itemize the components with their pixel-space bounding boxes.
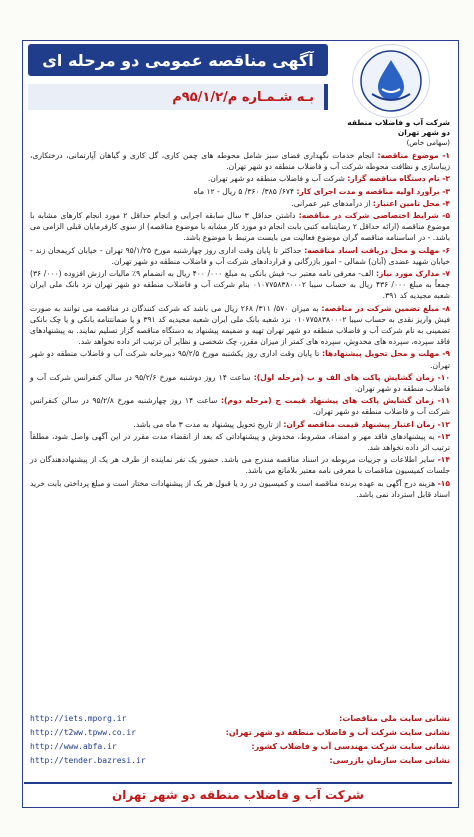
link-label: نشانی سایت شرکت آب و فاضلاب منطقه دو شهر تهران: <box>225 728 450 737</box>
item-heading: ۲- نام دستگاه مناقصه گزار: <box>347 174 450 184</box>
link-label: نشانی سایت سازمان بازرسی: <box>329 756 450 765</box>
item-text: سایر اطلاعات و جزییات مربوطه در اسناد مناقصه مندرج می باشد. حضور یک نفر نماینده از طرف هر یک از پیشنهاددهندگان در جلسات کمیسیون مناقصات با معرفی نامه معتبر بلامانع می باشد. <box>30 455 450 476</box>
item-text: تا پایان وقت اداری روز یکشنبه مورخ ۹۵/۲/۵ دبیرخانه شرکت آب و فاضلاب منطقه دو شهر تهران. <box>30 349 450 370</box>
tender-item <box>30 395 450 417</box>
tender-item <box>30 372 450 394</box>
footer-company: شرکت آب و فاضلاب منطقه دو شهر تهران <box>24 782 452 806</box>
item-heading: ۱- موضوع مناقصه: <box>377 151 451 160</box>
link-row <box>30 712 450 726</box>
tender-item <box>30 210 450 244</box>
item-text: داشتن حداقل ۳ سال سابقه اجرایی و انجام حداقل ۲ مورد انجام کارهای مشابه با موضوع مناقصه (ارائه حداقل ۲ رضایتنامه کتبی بابت انجام دو مورد کار مشابه با موضوع مناقصه) از سوی کارفرمایان قبلی الزامی می باشد. - در اساسنامه مناقصه گران موضوع فعالیت می بایست مرتبط با موضوع باشد. <box>30 211 450 243</box>
tender-number: بـه شـمـاره م/۹۵/۱/۲م <box>28 84 328 110</box>
item-text: ۶۷۴/ ۳۸۵/ ۳۶۰/ ۵ ریال - ۱۲ ماه <box>193 186 295 196</box>
company-type: (سهامی خاص) <box>406 139 450 147</box>
tender-item <box>30 186 450 197</box>
link-url[interactable]: http://tender.bazresi.ir <box>30 756 146 765</box>
tender-item <box>30 198 450 209</box>
website-links <box>30 712 450 782</box>
item-text: شرکت آب و فاضلاب منطقه دو شهر تهران. <box>207 174 345 184</box>
link-row <box>30 740 450 754</box>
item-heading: ۱۵- <box>437 478 450 488</box>
company-name-block <box>340 118 450 148</box>
item-heading: ۳- برآورد اولیه مناقصه و مدت اجرای کار: <box>296 186 450 196</box>
tender-item <box>30 478 450 500</box>
link-label: نشانی سایت ملی مناقصات: <box>339 714 450 723</box>
item-text: ساعت ۱۴ روز دوشنبه مورخ ۹۵/۲/۶ در سالن کنفرانس شرکت آب و فاضلاب منطقه دو شهر تهران. <box>30 372 450 394</box>
item-heading: ۱۳- <box>437 431 451 441</box>
tender-item <box>30 245 450 267</box>
tender-item <box>30 419 450 430</box>
link-url[interactable]: http://iets.mporg.ir <box>30 714 127 723</box>
tender-items <box>30 150 450 501</box>
tender-item <box>30 173 450 184</box>
link-label: نشانی سایت شرکت مهندسی آب و فاضلاب کشور: <box>251 742 450 751</box>
tender-item <box>30 431 450 453</box>
item-heading: ۱۲- زمان اعتبار پیشنهاد قیمت مناقصه گران: <box>283 419 450 429</box>
link-url[interactable]: http://www.abfa.ir <box>30 742 117 751</box>
link-row <box>30 754 450 768</box>
link-row <box>30 726 450 740</box>
item-text: به میزان ۵۷۰/ ۳۱۱/ ۲۶۸ ریال می باشد که شرکت کنندگان در مناقصه می توانند به صورت فیش واریز نقدی به حساب سیبا ۰۱۰۷۷۵۸۳۸۰۰۰۲ نزد شعبه بانک ملی ایران شعبه مجیدیه کد ۳۹۱ و یا ضمانتنامه بانکی و یا چک بانکی تضمینی به نام شرکت آب و فاضلاب منطقه دو شهر تهران تهیه و ضمیمه پیشنهاد به دستگاه مناقصه گزار تسلیم نمایند. به پیشنهادهای فاقد سپرده، سپرده های مخدوش، سپرده های کمتر از میزان مقرر، چک شخصی و نظایر آن ترتیب اثر داده نخواهد شد. <box>30 303 450 347</box>
item-heading: ۱۴- <box>437 455 450 465</box>
item-heading: ۱۰- زمان گشایش پاکت های الف و ب (مرحله اول): <box>253 372 450 382</box>
item-text: از درآمدهای غیر عمرانی. <box>291 198 371 208</box>
link-url[interactable]: http://t2ww.tpww.co.ir <box>30 728 136 737</box>
item-heading: ۶- مهلت و محل دریافت اسناد مناقصه: <box>304 245 450 255</box>
company-name: شرکت آب و فاضلاب منطقه دو شهر تهران <box>347 118 450 137</box>
item-text: الف- معرفی نامه معتبر ب- فیش بانکی به مبلغ ۰۰۰/ ۴۰۰ ریال به انضمام ۹٪ مالیات ارزش افزوده (۰۰۰/ ۳۶) جمعاً به مبلغ ۰۰۰/ ۴۳۶ ریال به حساب سیبا ۰۱۰۷۷۵۸۳۸۰۰۰۲ بنام شرکت آب و فاضلاب منطقه دو شهر تهران نزد بانک ملی ایران شعبه مجیدیه کد ۳۹۱. <box>30 269 450 301</box>
item-text: از تاریخ تحویل پیشنهاد به مدت ۳ ماه می باشد. <box>133 419 281 429</box>
item-text: حداکثر تا پایان وقت اداری روز چهارشنبه مورخ ۹۵/۱/۲۵ تهران - خیابان کریمخان زند - خیابان شهید عضدی (آبان) شمالی - امور بازرگانی و قراردادهای شرکت آب و فاضلاب منطقه دو شهر تهران. <box>30 245 450 266</box>
item-text: به پیشنهادهای فاقد مهر و امضاء، مشروط، مخدوش و پیشنهاداتی که بعد از انقضاء مدت مقرر در این آگهی واصل شود، مطلقاً ترتیب اثر داده نخواهد شد. <box>30 431 450 453</box>
item-text: هزینه درج آگهی به عهده برنده مناقصه است و کمیسیون در رد یا قبول هر یک از پیشنهادات مختار است و مبلغ پرداختی بابت خرید اسناد قابل استرداد نمی باشد. <box>30 478 450 499</box>
tender-item <box>30 268 450 302</box>
item-heading: ۴- محل تامین اعتبار: <box>372 198 450 208</box>
company-logo <box>352 44 430 118</box>
item-heading: ۱۱- زمان گشایش پاکت های پیشنهاد قیمت ج (مرحله دوم): <box>221 396 451 406</box>
ad-title: آگهی مناقصه عمومی دو مرحله ای <box>28 44 328 76</box>
item-heading: ۵- شرایط اختصاصی شرکت در مناقصه: <box>298 211 451 221</box>
tender-item <box>30 150 450 172</box>
water-drop-logo-icon <box>358 48 424 114</box>
item-text: انجام خدمات نگهداری فضای سبز شامل محوطه های چمن کاری، گل کاری و گیاهان آپارتمانی، درختکاری، زیباسازی و نظافت محوطه شرکت آب و فاضلاب منطقه دو شهر تهران. <box>30 151 450 172</box>
item-heading: ۹- مهلت و محل تحویل پیشنهادها: <box>322 349 450 359</box>
tender-item <box>30 454 450 476</box>
item-heading: ۷- مدارک مورد نیاز: <box>375 269 450 279</box>
tender-item <box>30 348 450 370</box>
tender-item <box>30 303 450 348</box>
item-heading: ۸- مبلغ تضمین شرکت در مناقصه: <box>321 303 450 313</box>
item-text: ساعت ۱۴ روز چهارشنبه مورخ ۹۵/۲/۸ در سالن کنفرانس شرکت آب و فاضلاب منطقه دو شهر تهران. <box>30 396 450 417</box>
